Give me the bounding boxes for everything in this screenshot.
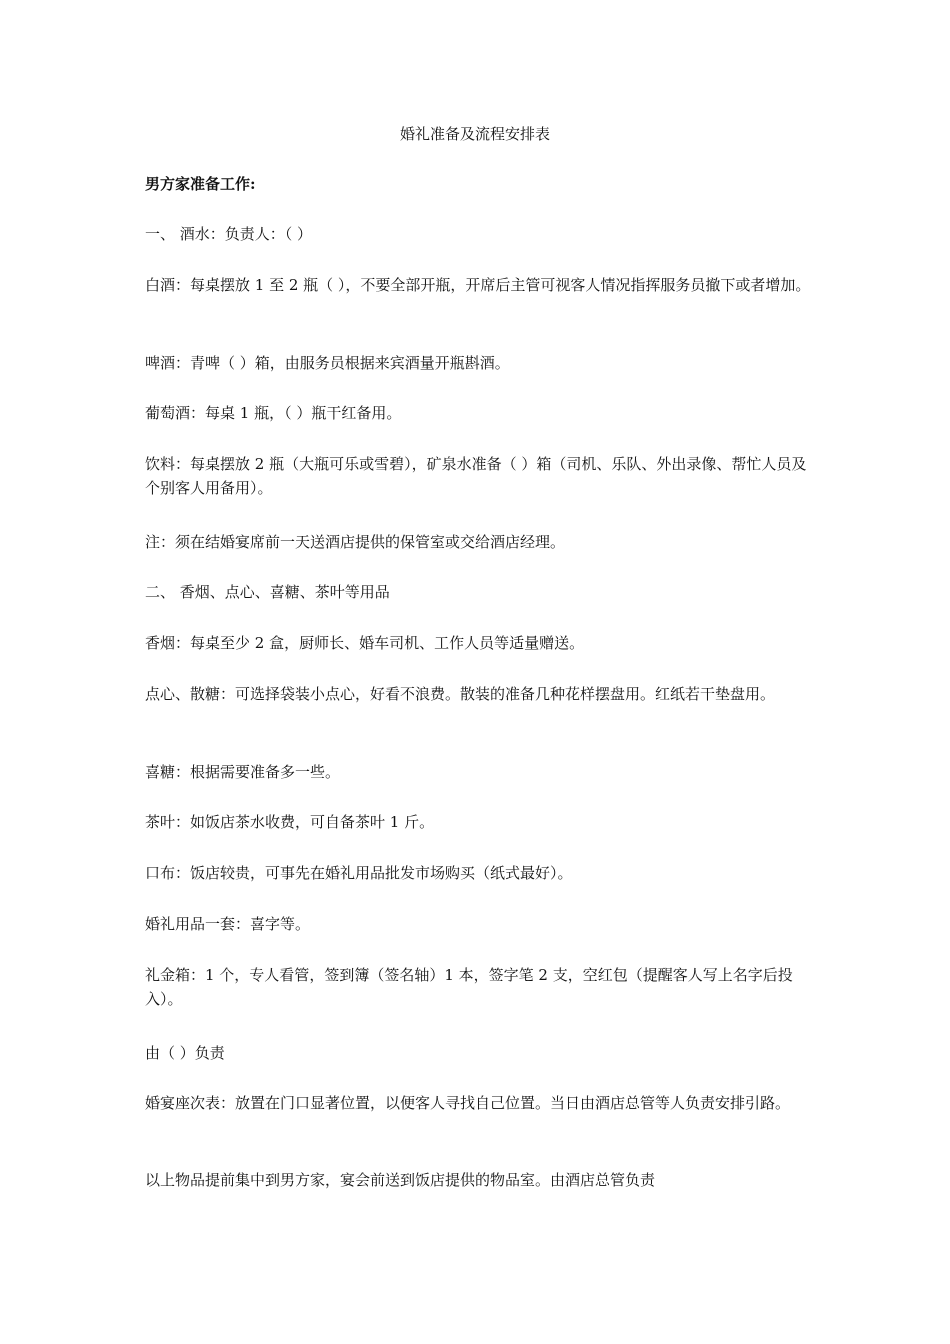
paragraph-snacks: 点心、散糖：可选择袋装小点心，好看不浪费。散装的准备几种花样摆盘用。红纸若干垫盘用。 — [145, 685, 776, 703]
paragraph-napkins: 口布：饭店较贵，可事先在婚礼用品批发市场购买（纸式最好）。 — [145, 864, 573, 882]
paragraph-seating-chart: 婚宴座次表：放置在门口显著位置，以便客人寻找自己位置。当日由酒店总管等人负责安排引路。 — [145, 1094, 791, 1112]
paragraph-wedding-set: 婚礼用品一套：喜字等。 — [145, 915, 311, 933]
paragraph-candy: 喜糖：根据需要准备多一些。 — [145, 763, 341, 781]
paragraph-tea: 茶叶：如饭店茶水收费，可自备茶叶 1 斤。 — [145, 813, 435, 831]
paragraph-drinks: 饮料：每桌摆放 2 瓶（大瓶可乐或雪碧），矿泉水准备（ ）箱（司机、乐队、外出录像、帮忙人员及个别客人用备用）。 — [145, 455, 807, 497]
paragraph-cigarettes: 香烟：每桌至少 2 盒，厨师长、婚车司机、工作人员等适量赠送。 — [145, 634, 585, 652]
paragraph-supplies-heading: 二、 香烟、点心、喜糖、茶叶等用品 — [145, 583, 390, 601]
paragraph-beer: 啤酒：青啤（ ）箱，由服务员根据来宾酒量开瓶斟酒。 — [145, 354, 510, 372]
paragraph-note: 注：须在结婚宴席前一天送酒店提供的保管室或交给酒店经理。 — [145, 533, 566, 551]
paragraph-summary: 以上物品提前集中到男方家，宴会前送到饭店提供的物品室。由酒店总管负责 — [145, 1171, 656, 1189]
paragraph-responsible: 由（ ）负责 — [145, 1044, 225, 1062]
paragraph-wine: 葡萄酒：每桌 1 瓶，（ ）瓶干红备用。 — [145, 404, 402, 422]
section-heading: 男方家准备工作: — [145, 175, 256, 193]
document-title: 婚礼准备及流程安排表 — [399, 125, 550, 143]
paragraph-baijiu: 白酒：每桌摆放 1 至 2 瓶（ ），不要全部开瓶，开席后主管可视客人情况指挥服务员撤下或者增加。 — [145, 276, 811, 294]
paragraph-liquor-heading: 一、 酒水：负责人：（ ） — [145, 225, 313, 243]
paragraph-gift-box: 礼金箱：1 个，专人看管，签到簿（签名轴）1 本，签字笔 2 支，空红包（提醒客人写上名字后投入）。 — [145, 966, 793, 1008]
